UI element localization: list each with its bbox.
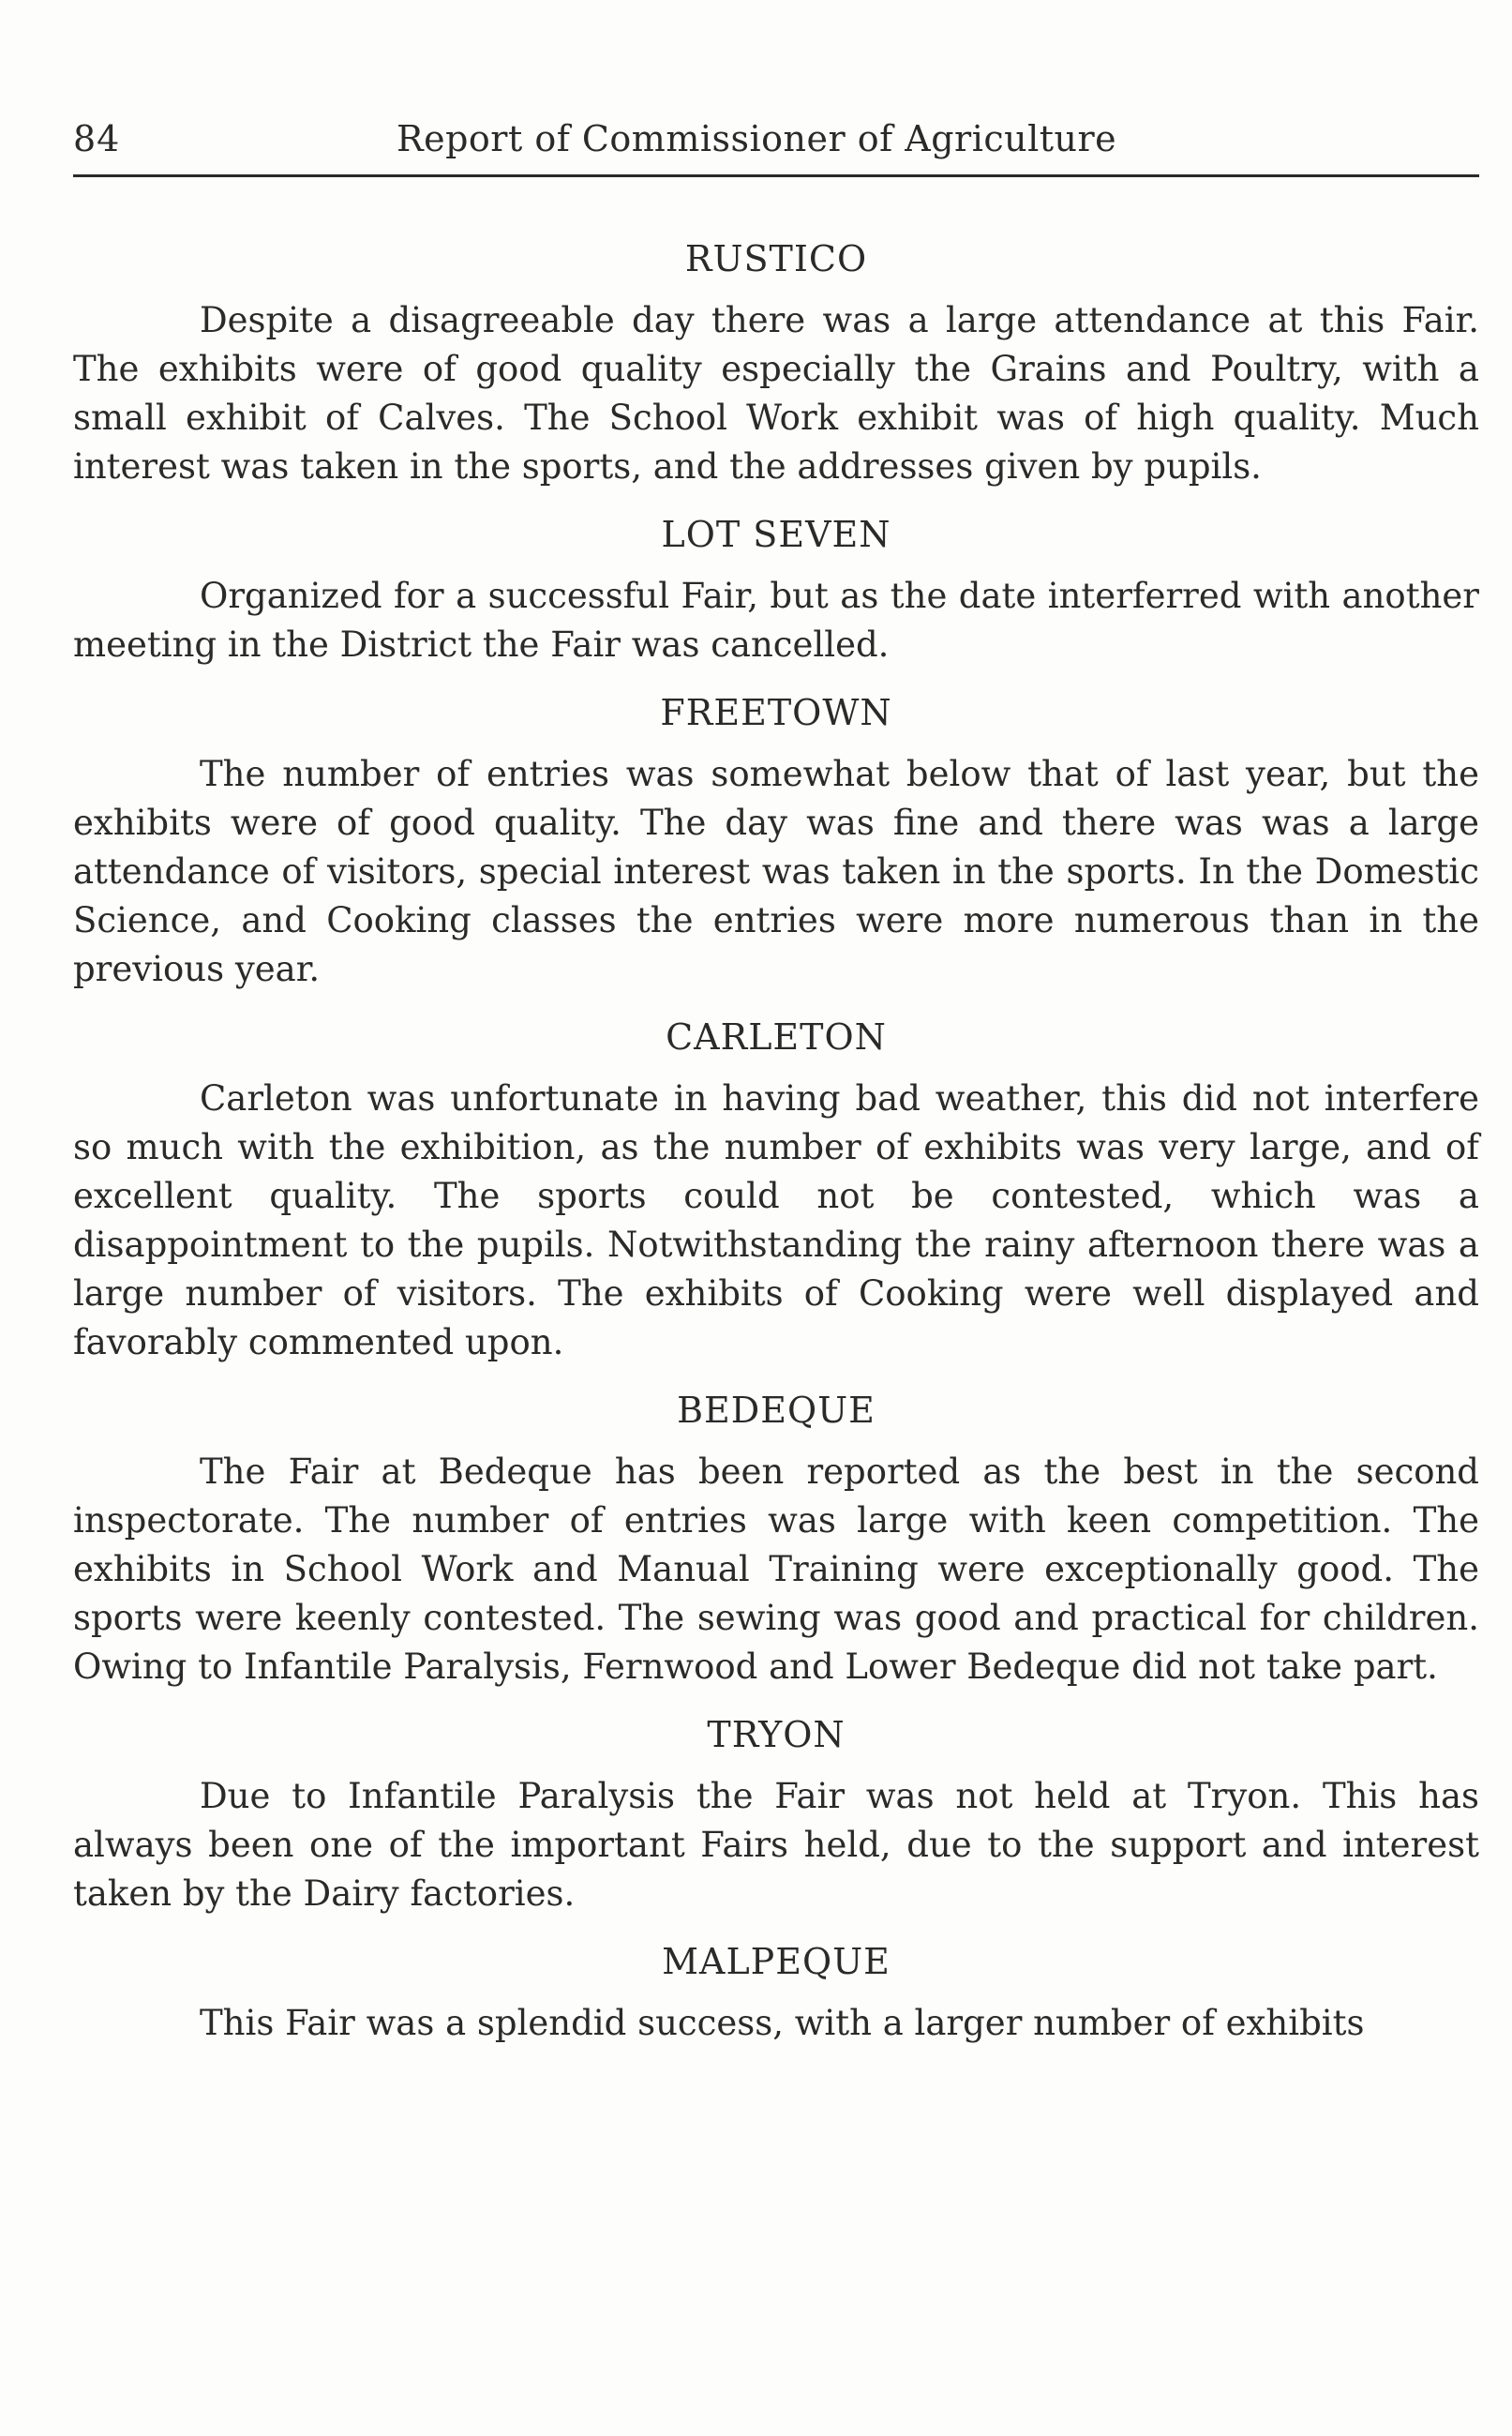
page-body (73, 234, 1479, 2048)
section-heading: LOT SEVEN (661, 514, 891, 555)
running-title: Report of Commissioner of Agriculture (397, 118, 1117, 159)
section-paragraph: Due to Infantile Paralysis the Fair was not held at Tryon. This has always been one of the important Fairs held, due to the support and interest taken by the Dairy factories. (73, 1776, 1479, 1914)
section-paragraph: This Fair was a splendid success, with a larger number of exhibits (200, 2003, 1365, 2043)
section-bedeque (73, 1386, 1479, 1692)
page-header (73, 111, 1479, 176)
section-heading: FREETOWN (660, 692, 892, 733)
section-heading: TRYON (707, 1714, 846, 1755)
section-freetown (73, 688, 1479, 994)
section-paragraph: Organized for a successful Fair, but as the date interferred with another meeting in the District the Fair was cancelled. (73, 576, 1479, 665)
section-lot-seven (73, 510, 1479, 669)
section-heading: MALPEQUE (662, 1941, 891, 1982)
section-paragraph: Carleton was unfortunate in having bad weather, this did not interfere so much with the exhibition, as the number of exhibits was very large, and of excellent quality. The sports could not be contested, which was a disappointment to the pupils. Notwithstanding the rainy afternoon there was a large number of visitors. The exhibits of Cooking were well displayed and favorably commented upon. (73, 1078, 1479, 1362)
section-paragraph: The number of entries was somewhat below that of last year, but the exhibits were of good quality. The day was fine and there was was a large attendance of visitors, special interest was taken in the sports. In the Domestic Science, and Cooking classes the entries were more numerous than in the previous year. (73, 754, 1479, 989)
page-number: 84 (73, 118, 121, 159)
section-tryon (73, 1710, 1479, 1918)
header-rule (73, 174, 1479, 177)
section-heading: BEDEQUE (677, 1390, 876, 1431)
section-heading: RUSTICO (684, 238, 868, 279)
section-paragraph: The Fair at Bedeque has been reported as the best in the second inspectorate. The number of entries was large with keen competition. The exhibits in School Work and Manual Training were exceptionally good. The sports were keenly contested. The sewing was good and practical for children. Owing to Infantile Paralysis, Fernwood and Lower Bedeque did not take part. (73, 1451, 1479, 1687)
section-carleton (73, 1013, 1479, 1367)
section-heading: CARLETON (666, 1016, 887, 1058)
section-malpeque (73, 1937, 1479, 2048)
section-paragraph: Despite a disagreeable day there was a large attendance at this Fair. The exhibits were of good quality especially the Grains and Poultry, with a small exhibit of Calves. The School Work exhibit was of high quality. Much interest was taken in the sports, and the addresses given by pupils. (73, 300, 1479, 487)
section-rustico (73, 234, 1479, 491)
